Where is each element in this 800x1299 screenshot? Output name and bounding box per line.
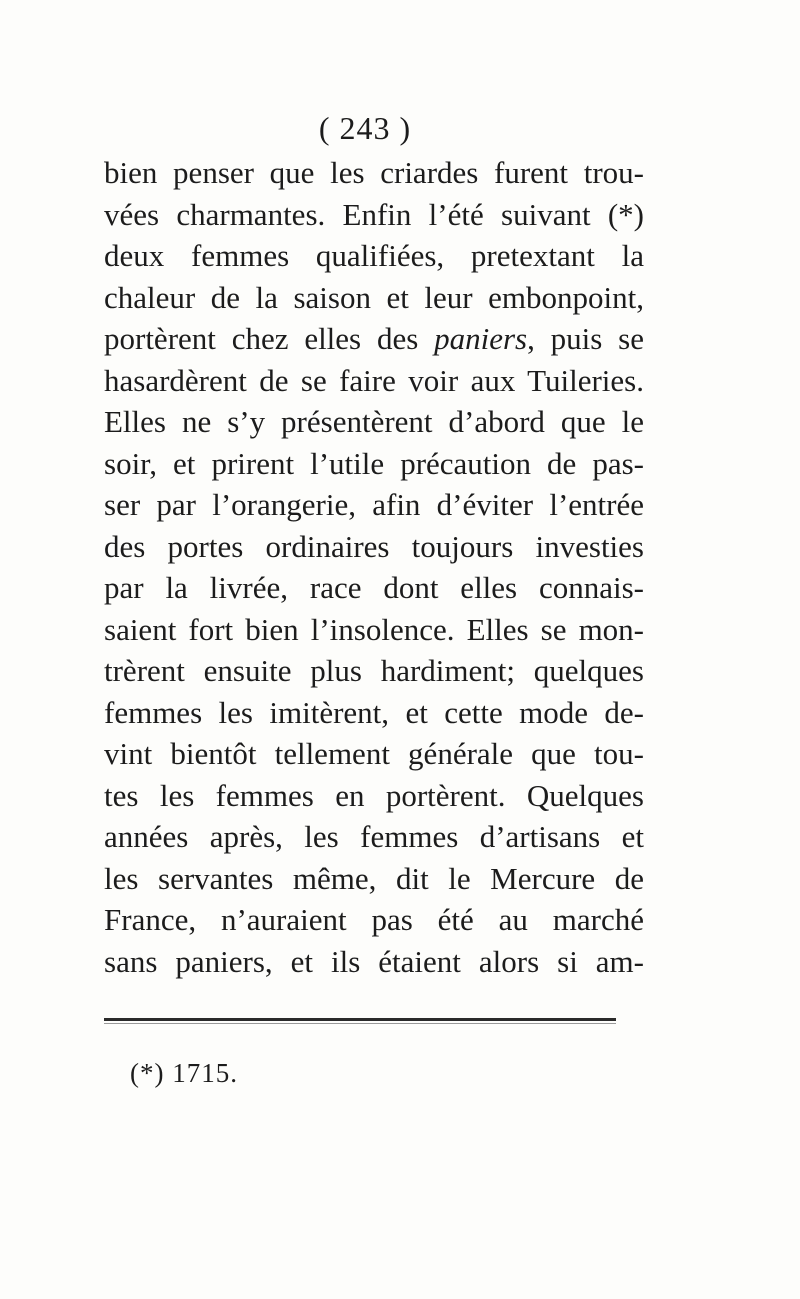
text-line-18: les servantes même, dit le Mercure de — [104, 860, 644, 896]
footnote-divider — [104, 1018, 616, 1021]
text-line-2: vées charmantes. Enfin l’été suivant (*) — [104, 196, 644, 232]
text-line-12: saient fort bien l’insolence. Elles se mon- — [104, 611, 644, 647]
text-line-9: ser par l’orangerie, afin d’éviter l’entrée — [104, 487, 644, 522]
text-line-1: bien penser que les criardes furent trou- — [104, 155, 644, 190]
text-line-5-end: , puis se — [527, 321, 644, 356]
text-line-20: sans paniers, et ils étaient alors si am- — [104, 943, 644, 979]
text-line-11: par la livrée, race dont elles connais- — [104, 570, 644, 605]
text-line-6: hasardèrent de se faire voir aux Tuileries. — [104, 362, 644, 398]
footnote: (*) 1715. — [130, 1058, 238, 1088]
text-line-3: deux femmes qualifiées, pretextant la — [104, 238, 644, 273]
text-line-10: des portes ordinaires toujours investies — [104, 528, 644, 564]
text-line-16: tes les femmes en portèrent. Quelques — [104, 777, 644, 813]
text-line-5 — [104, 318, 644, 360]
text-line-7: Elles ne s’y présentèrent d’abord que le — [104, 404, 644, 439]
text-line-8: soir, et prirent l’utile précaution de pas- — [104, 445, 644, 481]
text-line-4: chaleur de la saison et leur embonpoint, — [104, 279, 644, 315]
text-line-14: femmes les imitèrent, et cette mode de- — [104, 694, 644, 730]
text-line-19: France, n’auraient pas été au marché — [104, 902, 644, 937]
body-text — [104, 152, 644, 982]
page-number: ( 243 ) — [318, 110, 412, 146]
text-line-17: années après, les femmes d’artisans et — [104, 819, 644, 854]
text-line-5-start: portèrent chez elles des — [104, 321, 435, 356]
text-line-13: trèrent ensuite plus hardiment; quelques — [104, 653, 644, 688]
text-line-15: vint bientôt tellement générale que tou- — [104, 736, 644, 771]
footnote-divider-thin — [104, 1023, 616, 1024]
italic-word-paniers: paniers — [434, 321, 528, 356]
